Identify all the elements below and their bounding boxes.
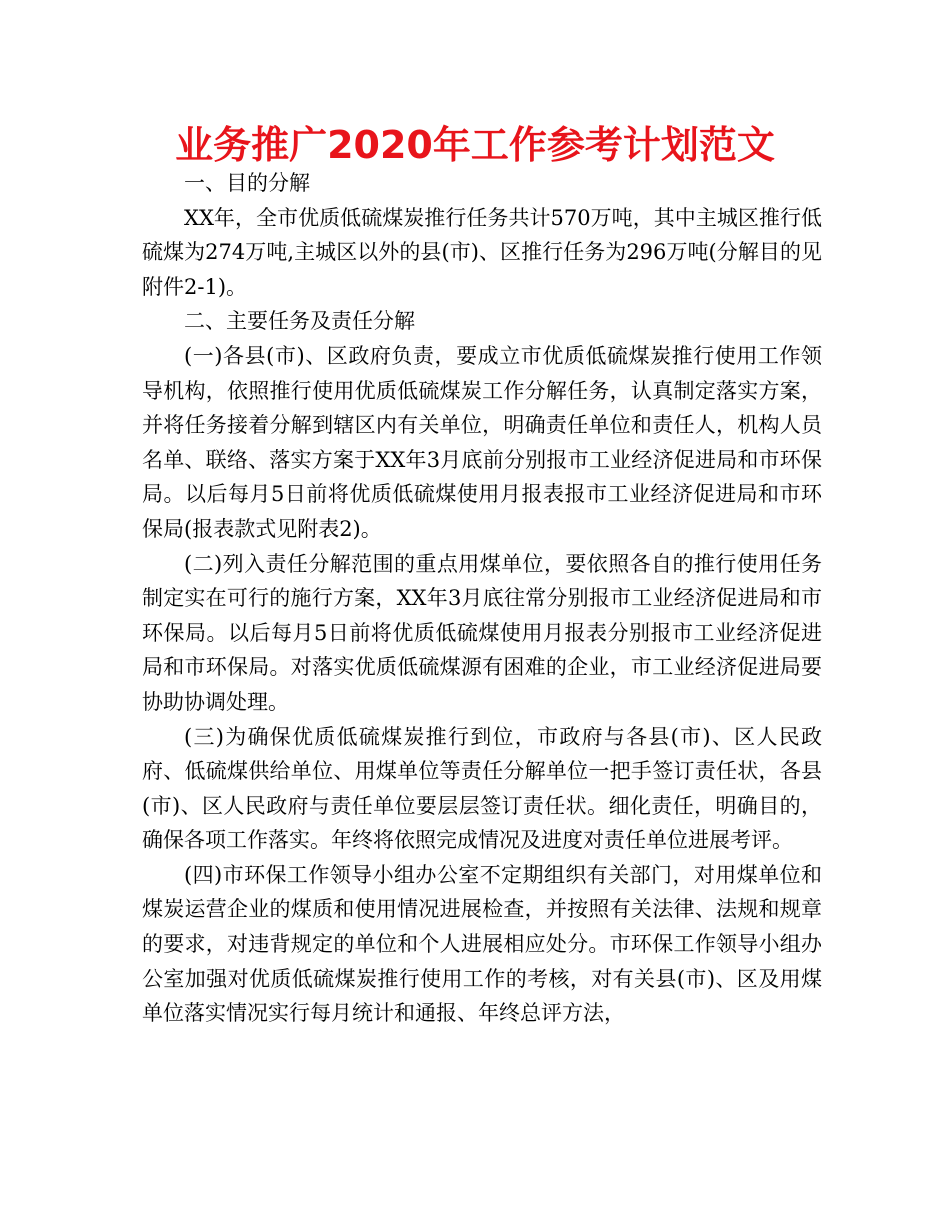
paragraph: XX年，全市优质低硫煤炭推行任务共计570万吨，其中主城区推行低硫煤为274万吨,主城区以外的县(市)、区推行任务为296万吨(分解目的见附件2-1)。 (142, 205, 822, 299)
paragraph: (二)列入责任分解范围的重点用煤单位，要依照各自的推行使用任务制定实在可行的施行方案，XX年3月底往常分别报市工业经济促进局和市环保局。以后每月5日前将优质低硫煤使用月报表分别报市工业经济促进局和市环保局。对落实优质低硫煤源有困难的企业，市工业经济促进局要协助协调处理。 (142, 551, 822, 714)
document-title: 业务推广2020年工作参考计划范文 (175, 123, 775, 167)
section-heading-goals: 一、目的分解 (184, 171, 310, 195)
document-body (142, 166, 822, 1031)
paragraph: (一)各县(市)、区政府负责，要成立市优质低硫煤炭推行使用工作领导机构，依照推行使用优质低硫煤炭工作分解任务，认真制定落实方案，并将任务接着分解到辖区内有关单位，明确责任单位和责任人，机构人员名单、联络、落实方案于XX年3月底前分别报市工业经济促进局和市环保局。以后每月5日前将优质低硫煤使用月报表报市工业经济促进局和市环保局(报表款式见附表2)。 (142, 343, 822, 541)
paragraph: (四)市环保工作领导小组办公室不定期组织有关部门，对用煤单位和煤炭运营企业的煤质和使用情况进展检查，并按照有关法律、法规和规章的要求，对违背规定的单位和个人进展相应处分。市环保工作领导小组办公室加强对优质低硫煤炭推行使用工作的考核，对有关县(市)、区及用煤单位落实情况实行每月统计和通报、年终总评方法， (142, 862, 822, 1026)
paragraph: (三)为确保优质低硫煤炭推行到位，市政府与各县(市)、区人民政府、低硫煤供给单位、用煤单位等责任分解单位一把手签订责任状，各县(市)、区人民政府与责任单位要层层签订责任状。细化责任，明确目的，确保各项工作落实。年终将依照完成情况及进度对责任单位进展考评。 (142, 724, 822, 853)
section-heading-tasks: 二、主要任务及责任分解 (184, 309, 415, 334)
